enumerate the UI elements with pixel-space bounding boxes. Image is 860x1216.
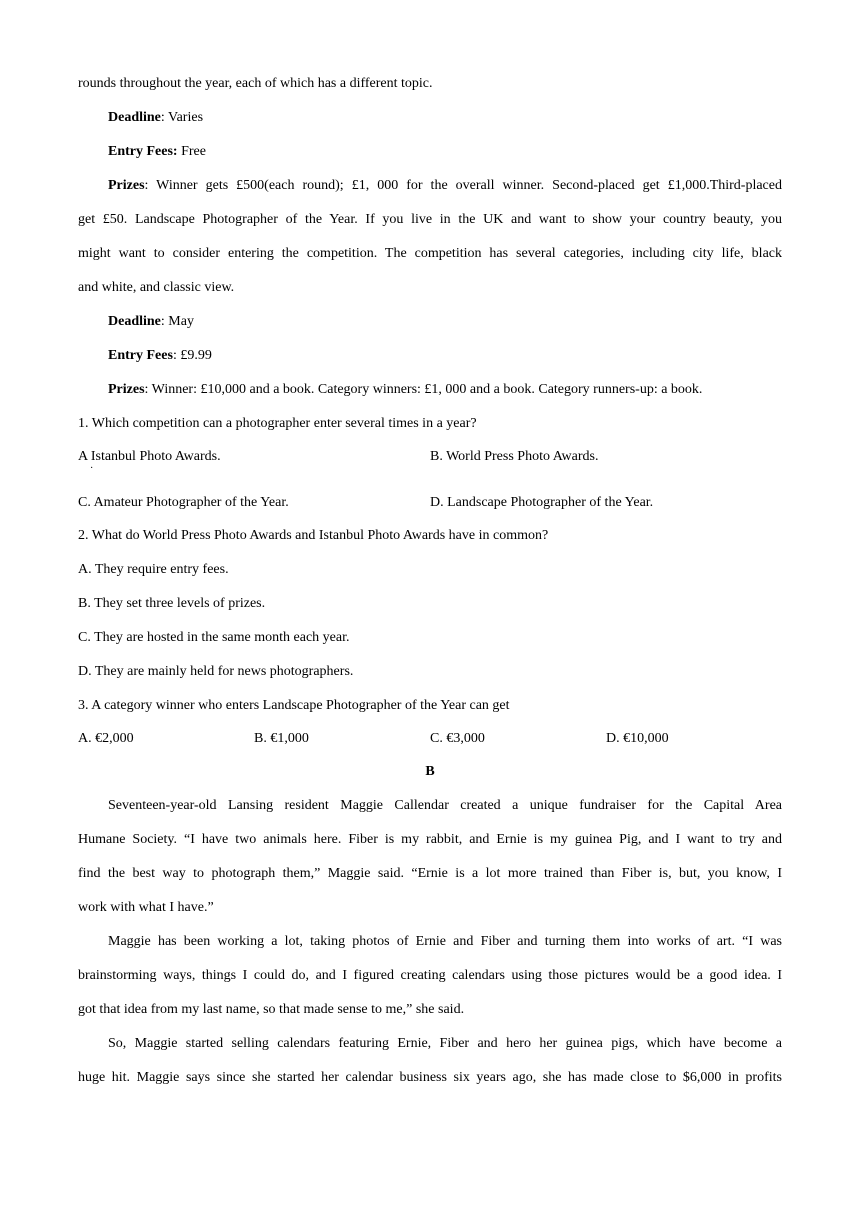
deadline-label: Deadline [108,314,161,329]
passage-b-line: huge hit. Maggie says since she started her calendar business six years ago, she has made close to $6,000 in profits [78,1070,782,1085]
passage-b-line: So, Maggie started selling calendars featuring Ernie, Fiber and hero her guinea pigs, which have become a [108,1036,782,1051]
deadline-label: Deadline [108,110,161,125]
q2-option-b: B. They set three levels of prizes. [78,596,266,611]
q1-option-a: A Istanbul Photo Awards. [78,449,221,464]
entry-fees-line [108,347,782,365]
passage-b-line: brainstorming ways, things I could do, and I figured creating calendars using those pictures would be a good idea. I [78,968,782,983]
passage-b-line: Humane Society. “I have two animals here. Fiber is my rabbit, and Ernie is my guinea Pig, and I want to try and [78,832,782,847]
deadline-line [108,313,782,331]
prizes-line: might want to consider entering the competition. The competition has several categories, including city life, black [78,246,782,261]
question-3: 3. A category winner who enters Landscape Photographer of the Year can get [78,698,510,713]
q2-option-d: D. They are mainly held for news photographers. [78,664,354,679]
prizes-line [108,381,782,399]
entry-fees-label: Entry Fees: [108,144,178,159]
prizes-text: : Winner gets £500(each round); £1, 000 for the overall winner. Second-placed get £1,000.Third-placed [144,178,782,193]
entry-fees-value: Free [177,144,206,159]
prizes-label: Prizes [108,382,145,397]
deadline-line [108,109,782,127]
dot-mark: · [90,463,94,474]
deadline-value: : May [160,314,194,329]
prizes-label: Prizes [108,178,145,193]
passage-a-line: rounds throughout the year, each of which has a different topic. [78,76,433,91]
passage-b-line: work with what I have.” [78,900,214,915]
prizes-line: and white, and classic view. [78,280,235,295]
passage-b-line: Seventeen-year-old Lansing resident Maggie Callendar created a unique fundraiser for the Capital Area [108,798,782,813]
q1-option-b: B. World Press Photo Awards. [430,449,599,464]
q1-option-d: D. Landscape Photographer of the Year. [430,495,654,510]
entry-fees-value: : £9.99 [172,348,212,363]
passage-b-line: find the best way to photograph them,” Maggie said. “Ernie is a lot more trained than Fiber is, but, you know, I [78,866,782,881]
q2-option-c: C. They are hosted in the same month each year. [78,630,350,645]
q3-option-d: D. €10,000 [606,731,669,746]
section-heading: B [425,764,435,779]
q2-option-a: A. They require entry fees. [78,562,229,577]
deadline-value: : Varies [160,110,204,125]
question-1: 1. Which competition can a photographer enter several times in a year? [78,416,477,431]
entry-fees-line [108,143,782,161]
entry-fees-label: Entry Fees [108,348,173,363]
prizes-line: get £50. Landscape Photographer of the Year. If you live in the UK and want to show your country beauty, you [78,212,782,227]
passage-b-line: got that idea from my last name, so that made sense to me,” she said. [78,1002,465,1017]
question-2: 2. What do World Press Photo Awards and Istanbul Photo Awards have in common? [78,528,549,543]
q3-option-b: B. €1,000 [254,731,309,746]
q3-option-a: A. €2,000 [78,731,134,746]
q1-option-c: C. Amateur Photographer of the Year. [78,495,289,510]
q3-option-c: C. €3,000 [430,731,485,746]
passage-b-line: Maggie has been working a lot, taking photos of Ernie and Fiber and turning them into works of art. “I was [108,934,782,949]
prizes-text: : Winner: £10,000 and a book. Category winners: £1, 000 and a book. Category runners-up: a book. [144,382,703,397]
prizes-line [108,177,782,195]
